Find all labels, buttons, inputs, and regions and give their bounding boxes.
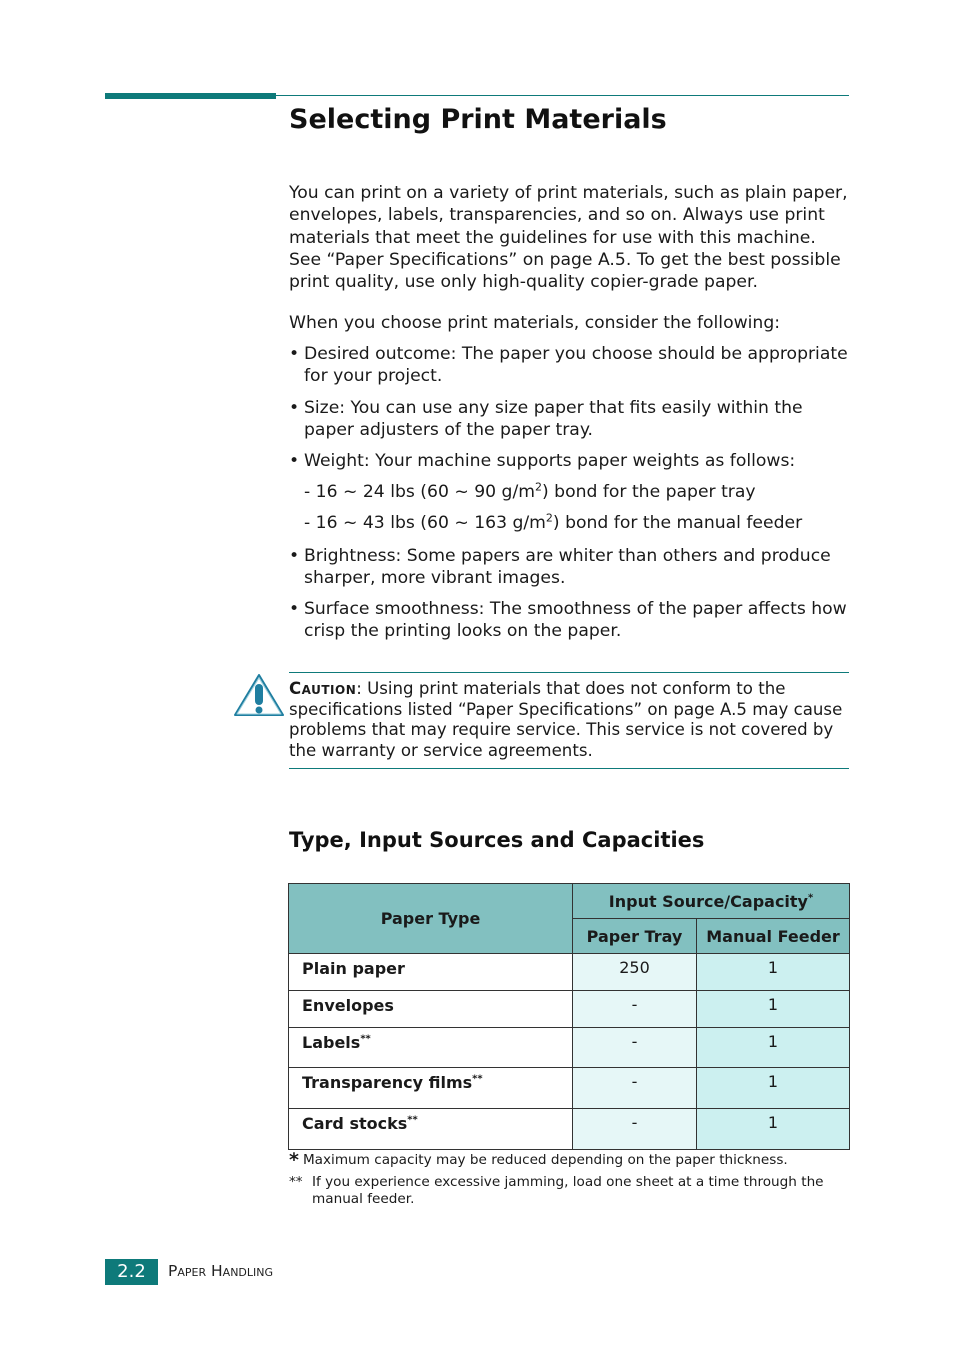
tray-capacity-cell: - — [573, 1028, 697, 1068]
footnote-mark: ** — [360, 1033, 371, 1045]
header-paper-tray: Paper Tray — [573, 919, 697, 954]
footnote-text: Maximum capacity may be reduced depending on the paper thickness. — [302, 1152, 788, 1168]
intro-paragraph: You can print on a variety of print materials, such as plain paper, envelopes, labels, transparencies, and so on. Always use print materials that meet the guidelines for use with this machine. See “Paper Specifications” on page A.5. To get the best possible print quality, use only high-quality copier-grade paper. — [289, 183, 848, 293]
paper-type-cell — [289, 991, 573, 1028]
paper-type-table — [288, 883, 850, 1150]
weight-line — [304, 481, 756, 503]
footnote — [289, 1149, 788, 1171]
footnote-mark: ** — [289, 1174, 303, 1190]
footnote-mark: * — [807, 892, 814, 904]
bullet-item — [289, 343, 851, 388]
superscript: 2 — [545, 511, 553, 525]
page-title: Selecting Print Materials — [289, 104, 667, 135]
superscript: 2 — [534, 480, 542, 494]
bullet-item — [289, 450, 851, 472]
footnote-mark: ** — [407, 1114, 418, 1126]
header-manual-feeder: Manual Feeder — [697, 919, 850, 954]
bullet-text: Desired outcome: The paper you choose should be appropriate for your project. — [304, 344, 848, 387]
feeder-capacity-cell: 1 — [697, 1109, 850, 1150]
paper-type-name: Labels — [302, 1033, 361, 1052]
header-input-source — [573, 884, 850, 919]
bullet-item — [289, 598, 851, 643]
tray-capacity-cell: 250 — [573, 954, 697, 991]
tray-capacity-cell: - — [573, 1068, 697, 1109]
paper-type-cell — [289, 1068, 573, 1109]
feeder-capacity-cell: 1 — [697, 991, 850, 1028]
paper-type-cell — [289, 954, 573, 991]
bullet-item — [289, 397, 851, 442]
footnote — [289, 1174, 851, 1208]
footnote-mark: * — [289, 1149, 299, 1171]
header-rule-thick — [105, 93, 276, 99]
paper-type-name: Plain paper — [302, 959, 405, 978]
weight-text: ) bond for the paper tray — [541, 482, 756, 502]
footnote-mark: ** — [472, 1073, 483, 1085]
weight-text: - 16 ~ 43 lbs (60 ~ 163 g/m — [304, 513, 546, 533]
caution-rule-bottom — [289, 768, 849, 769]
paper-type-cell — [289, 1109, 573, 1150]
header-rule-thin — [276, 95, 849, 96]
tray-capacity-cell: - — [573, 1109, 697, 1150]
bullet-text: Surface smoothness: The smoothness of the paper affects how crisp the printing looks on the paper. — [304, 599, 847, 642]
bullet-marker: • — [289, 398, 300, 418]
weight-text: - 16 ~ 24 lbs (60 ~ 90 g/m — [304, 482, 535, 502]
footer-section-name: Paper Handling — [168, 1262, 274, 1280]
warning-icon — [232, 671, 286, 719]
feeder-capacity-cell: 1 — [697, 954, 850, 991]
paper-type-name: Card stocks — [302, 1114, 408, 1133]
bullet-marker: • — [289, 599, 300, 619]
caution-rule-top — [289, 672, 849, 673]
table-row — [289, 1028, 850, 1068]
feeder-capacity-cell: 1 — [697, 1028, 850, 1068]
bullet-text: Size: You can use any size paper that fits easily within the paper adjusters of the paper tray. — [304, 398, 803, 441]
caution-note — [289, 679, 851, 761]
bullet-text: Weight: Your machine supports paper weights as follows: — [304, 451, 796, 471]
caution-body: : Using print materials that does not conform to the specifications listed “Paper Specifications” on page A.5 may cause problems that may require service. This service is not covered by the warranty or service agreements. — [289, 679, 843, 760]
paper-type-name: Transparency films — [302, 1073, 473, 1092]
bullet-item — [289, 545, 851, 590]
header-input-source-label: Input Source/Capacity — [608, 891, 808, 911]
bullet-text: Brightness: Some papers are whiter than others and produce sharper, more vibrant images. — [304, 546, 831, 589]
table-row — [289, 1068, 850, 1109]
weight-text: ) bond for the manual feeder — [552, 513, 803, 533]
table-row — [289, 1109, 850, 1150]
weight-line — [304, 512, 802, 534]
paper-type-name: Envelopes — [302, 996, 394, 1015]
page-number: 2.2 — [105, 1259, 158, 1285]
bullet-marker: • — [289, 546, 300, 566]
tray-capacity-cell: - — [573, 991, 697, 1028]
table-row — [289, 954, 850, 991]
table-row — [289, 991, 850, 1028]
bullet-marker: • — [289, 344, 300, 364]
lead-paragraph: When you choose print materials, consider the following: — [289, 313, 781, 333]
section-title: Type, Input Sources and Capacities — [289, 828, 705, 852]
caution-label: Caution — [289, 679, 357, 698]
footnote-text: If you experience excessive jamming, load one sheet at a time through the manual feeder. — [312, 1174, 824, 1207]
paper-type-cell — [289, 1028, 573, 1068]
header-paper-type: Paper Type — [289, 884, 573, 954]
feeder-capacity-cell: 1 — [697, 1068, 850, 1109]
bullet-marker: • — [289, 451, 300, 471]
